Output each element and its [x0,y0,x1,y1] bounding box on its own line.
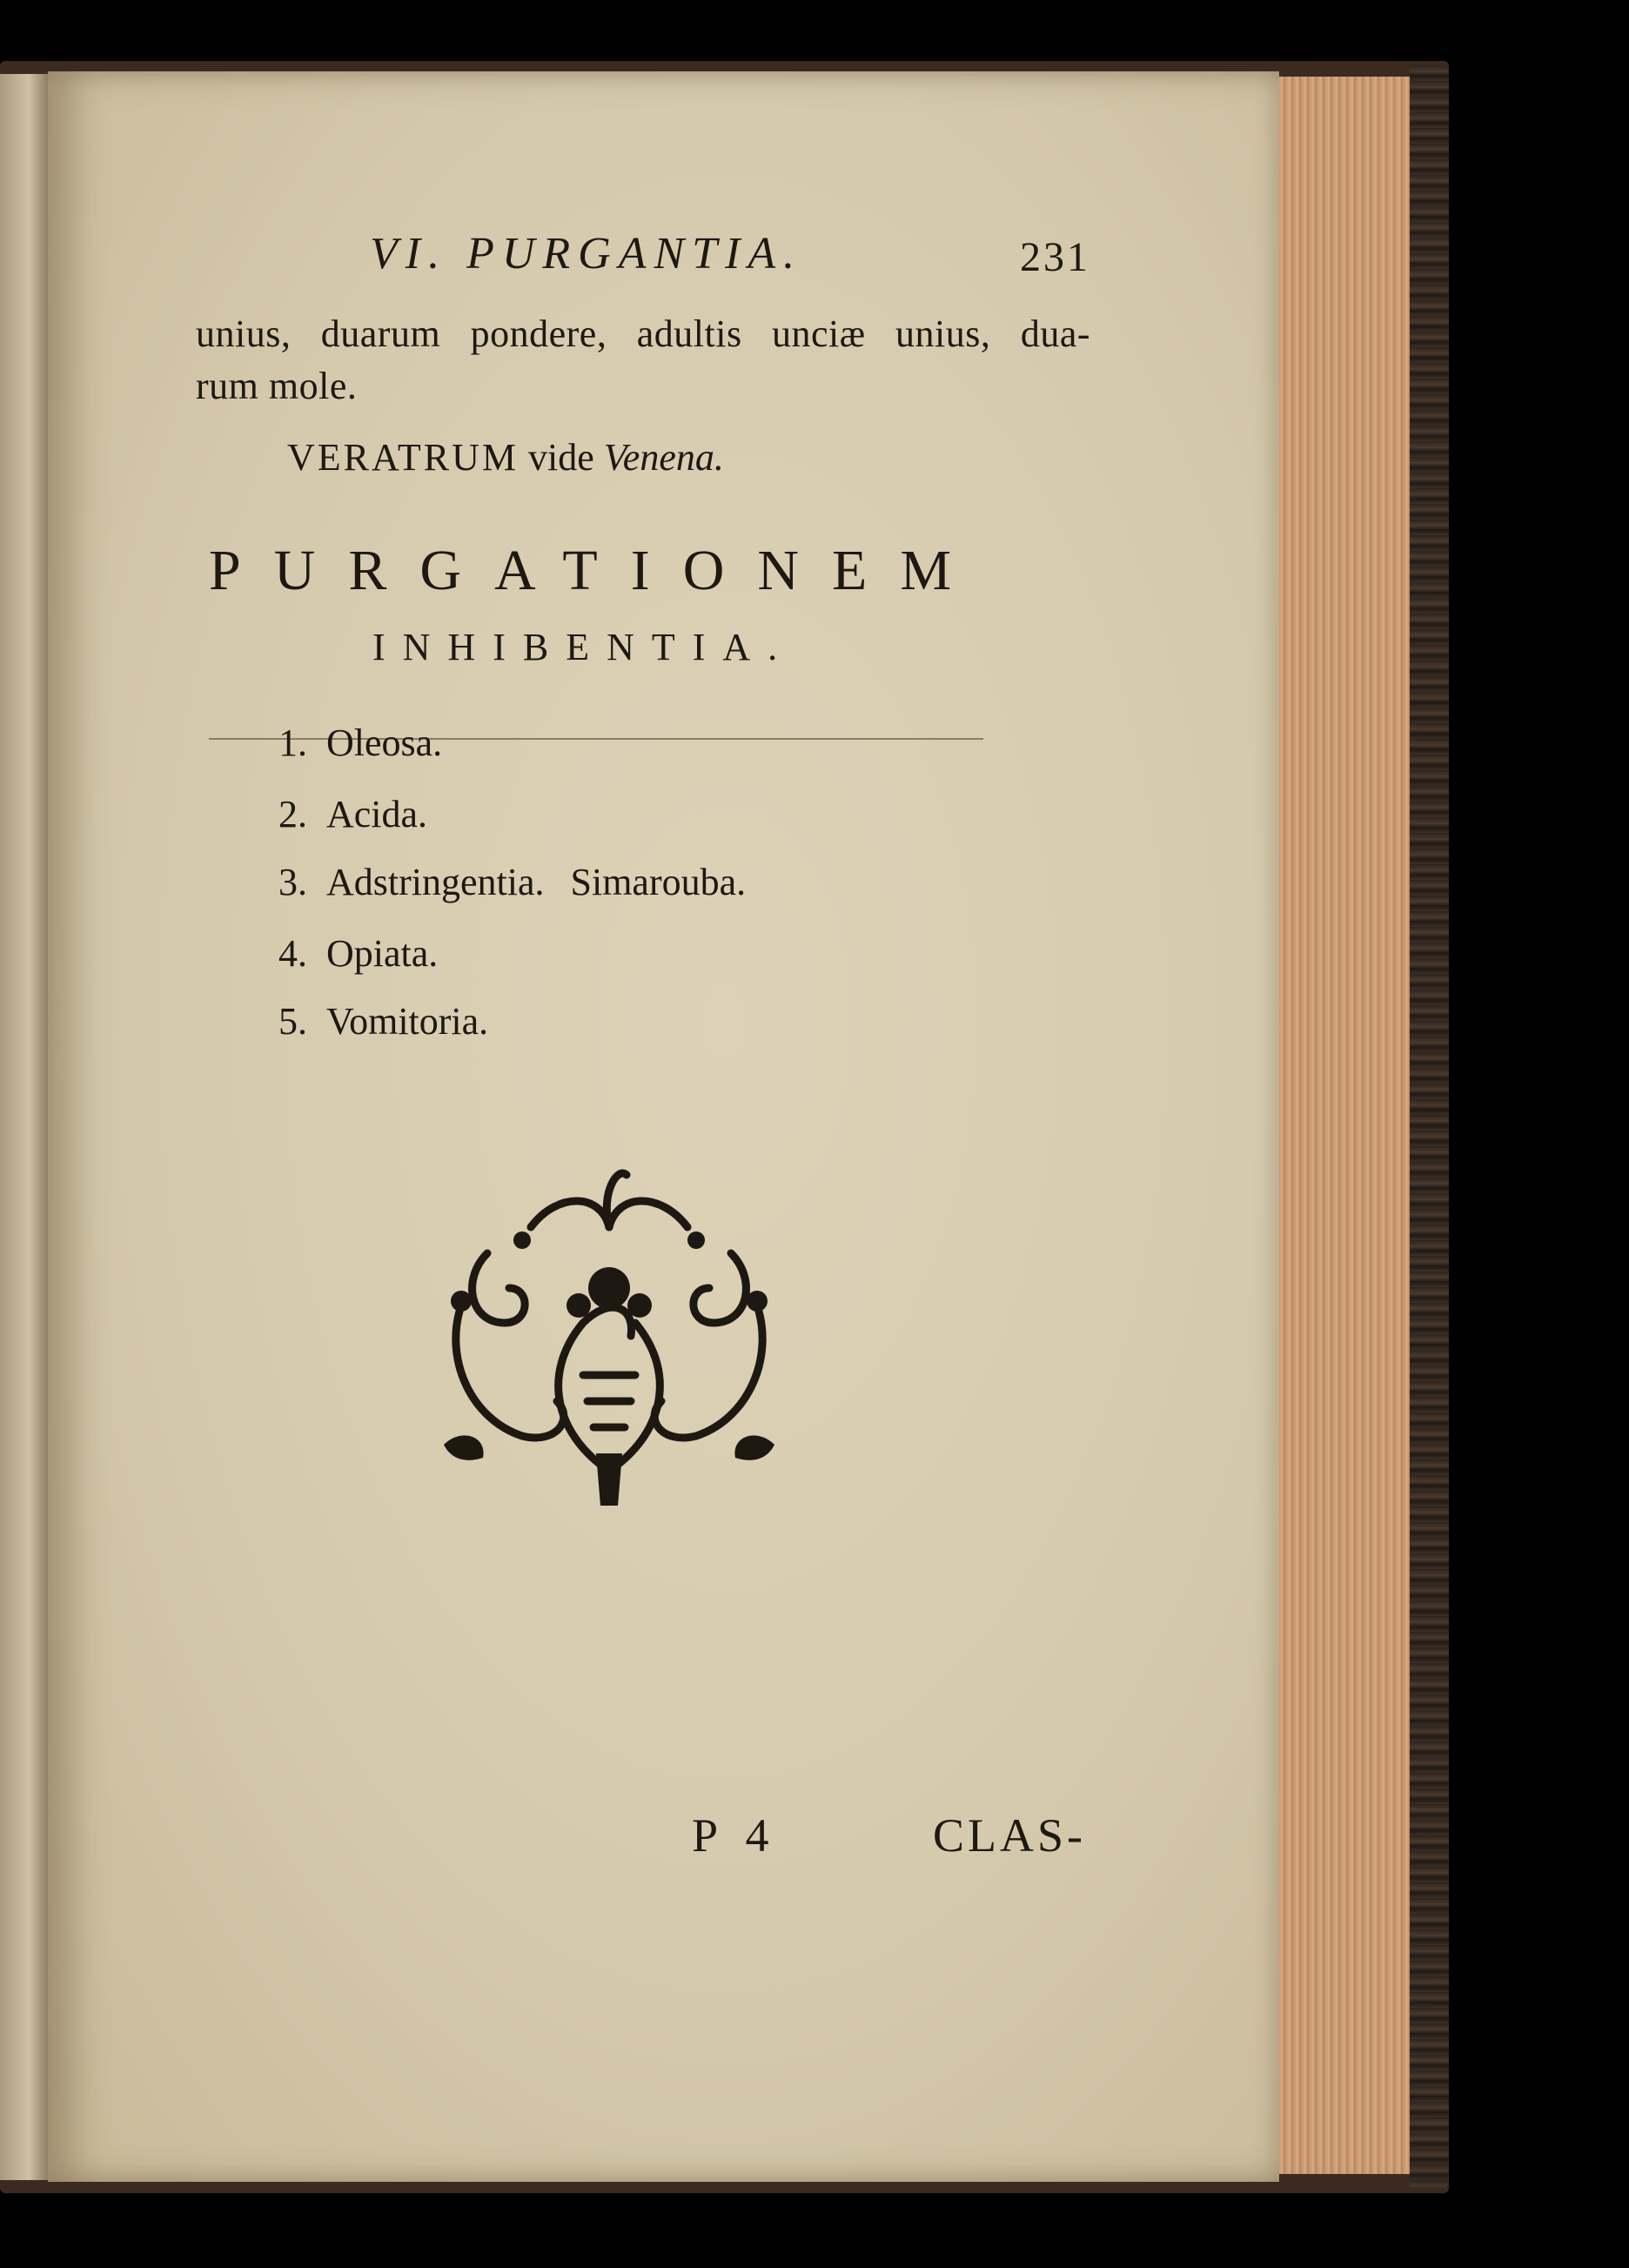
list-item-label: Adstringentia. [326,861,545,903]
section-subtitle: INHIBENTIA. [372,626,795,668]
running-head: VI. PURGANTIA. [370,229,803,278]
list-item-example: Simarouba. [570,861,747,903]
list-item-number: 3. [278,861,307,903]
list-item-label: Opiata. [326,932,439,975]
list-item-number: 5. [278,1000,307,1043]
list-item [278,721,442,765]
list-item-number: 1. [278,721,307,764]
list-item-label: Oleosa. [326,721,443,764]
entry-term: VERATRUM [287,436,520,479]
continuation-line-1: unius, duarum pondere, adultis unciæ unius, dua- [196,312,1090,355]
section-title: PURGATIONEM [209,539,985,602]
list-item [278,860,746,904]
entry-see: vide [528,436,594,479]
continuation-line-2: rum mole. [196,365,358,407]
catchword: CLAS- [933,1809,1087,1862]
list-item [278,931,438,976]
list-item-label: Vomitoria. [326,1000,489,1043]
list-item-number: 2. [278,793,307,835]
page-number: 231 [1020,234,1090,280]
facing-page-edge [0,74,48,2180]
page-edges [1279,77,1417,2174]
entry-reference: Venena. [603,436,724,479]
printers-ornament-icon [409,1157,809,1523]
list-item-number: 4. [278,932,307,975]
book-cover [1410,65,1449,2189]
list-item [278,999,488,1043]
list-item [278,792,427,836]
signature-mark: P 4 [692,1809,778,1862]
list-item-label: Acida. [326,793,428,835]
cross-reference-entry [287,435,724,480]
